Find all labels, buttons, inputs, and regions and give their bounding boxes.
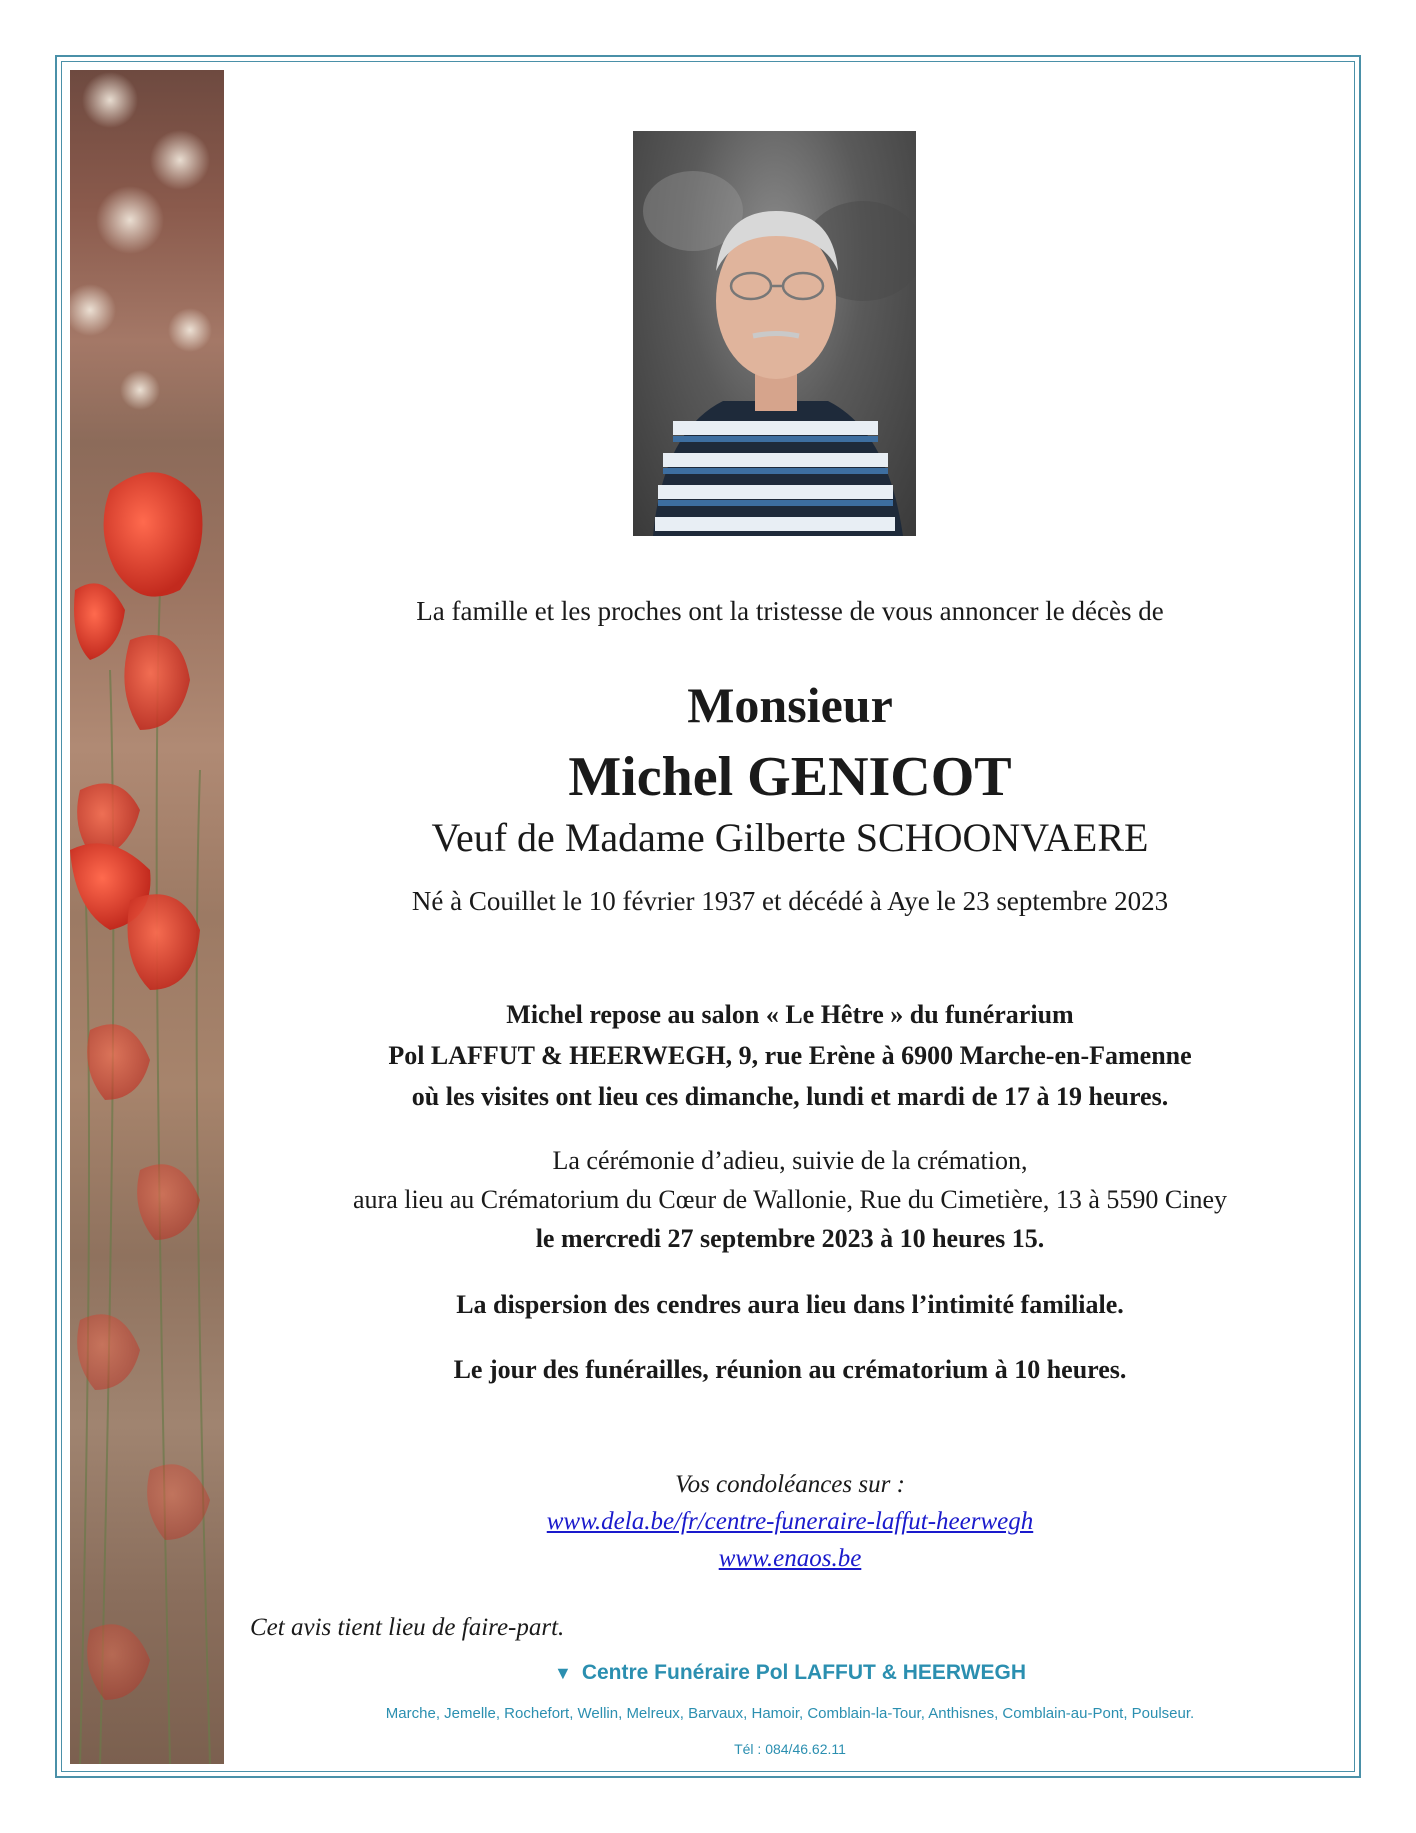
triangle-down-icon: ▼: [554, 1663, 572, 1683]
salon-line-3: où les visites ont lieu ces dimanche, lundi et mardi de 17 à 19 heures.: [411, 1082, 1169, 1111]
locations-list: Marche, Jemelle, Rochefort, Wellin, Melreux, Barvaux, Hamoir, Comblain-la-Tour, Anthisnes, Comblain-au-Pont, Poulseur.: [385, 1705, 1195, 1722]
deceased-name: Michel GENICOT: [568, 746, 1012, 808]
enaos-link[interactable]: www.enaos.be: [718, 1545, 862, 1572]
reunion-text: Le jour des funérailles, réunion au crématorium à 10 heures.: [453, 1355, 1127, 1384]
company-name: Centre Funéraire Pol LAFFUT & HEERWEGH: [581, 1661, 1026, 1684]
honorific-title: Monsieur: [687, 677, 893, 733]
ceremony-date: le mercredi 27 septembre 2023 à 10 heures 15.: [535, 1224, 1045, 1253]
ceremony-block: [240, 1141, 1340, 1258]
condolences-block: [240, 1466, 1340, 1577]
company-line: [240, 1661, 1340, 1685]
poppy-illustration: [70, 70, 224, 1764]
portrait-illustration: [633, 131, 916, 536]
salon-line-1: Michel repose au salon « Le Hêtre » du funérarium: [506, 1000, 1074, 1029]
phone-number: Tél : 084/46.62.11: [734, 1741, 846, 1757]
poppy-image-strip: [70, 70, 224, 1764]
intro-text: La famille et les proches ont la tristesse de vous annoncer le décès de: [416, 596, 1164, 626]
salon-line-2: Pol LAFFUT & HEERWEGH, 9, rue Erène à 6900 Marche-en-Famenne: [388, 1041, 1192, 1070]
ceremony-line-1: La cérémonie d’adieu, suivie de la crémation,: [552, 1146, 1028, 1175]
widow-line: Veuf de Madame Gilberte SCHOONVAERE: [431, 815, 1149, 860]
faire-part-notice: Cet avis tient lieu de faire-part.: [250, 1614, 565, 1641]
salon-block: [240, 994, 1340, 1117]
ceremony-line-2: aura lieu au Crématorium du Cœur de Wallonie, Rue du Cimetière, 13 à 5590 Ciney: [353, 1185, 1227, 1214]
portrait-photo: [633, 131, 916, 536]
condolences-label: Vos condoléances sur :: [675, 1471, 905, 1498]
birth-death-line: Né à Couillet le 10 février 1937 et décédé à Aye le 23 septembre 2023: [411, 886, 1169, 916]
dispersion-text: La dispersion des cendres aura lieu dans l’intimité familiale.: [456, 1290, 1124, 1319]
dela-link[interactable]: www.dela.be/fr/centre-funeraire-laffut-heerwegh: [546, 1508, 1034, 1535]
